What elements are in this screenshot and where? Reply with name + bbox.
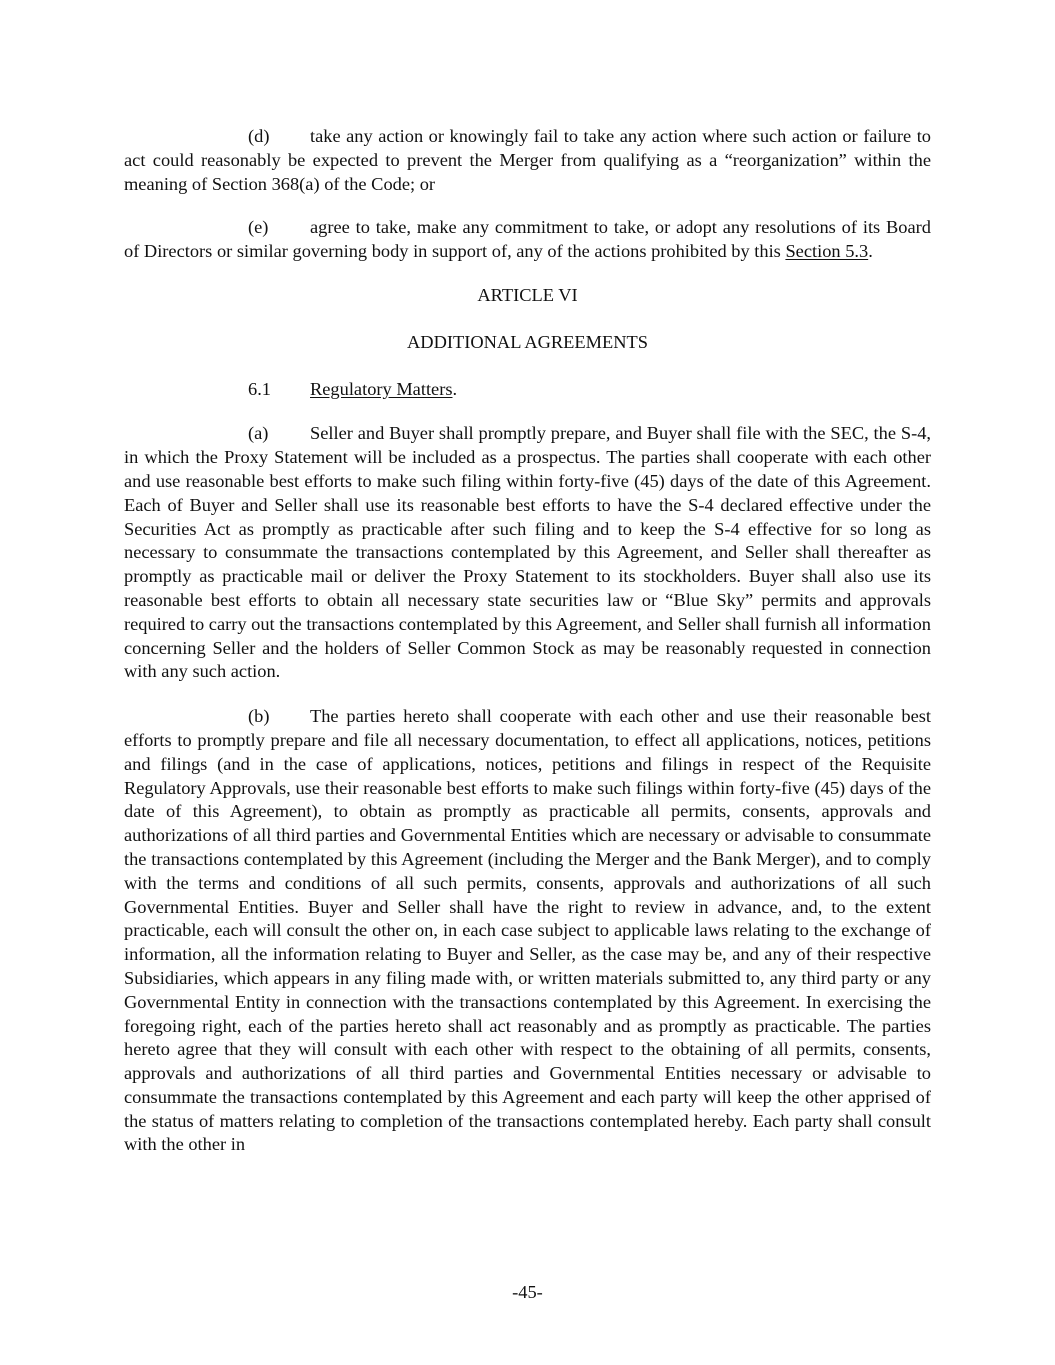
paragraph-e-label: (e) <box>248 217 269 238</box>
paragraph-a-label: (a) <box>248 423 269 444</box>
document-page <box>124 125 931 1157</box>
section-6-1-heading <box>124 378 931 402</box>
article-title: ADDITIONAL AGREEMENTS <box>407 331 648 352</box>
paragraph-b-label: (b) <box>248 706 270 727</box>
section-6-1-number: 6.1 <box>248 378 271 399</box>
section-6-1-end: . <box>452 378 458 399</box>
paragraph-d-label: (d) <box>248 126 270 146</box>
paragraph-d-text: take any action or knowingly fail to take any action where such action or failure to act could reasonably be expected to prevent the Merger from qualifying as a “reorganization” within the meaning of Section 368(a) of the Code; or <box>124 126 931 194</box>
paragraph-e-end: . <box>868 241 873 262</box>
paragraph-e-text: agree to take, make any commitment to take, or adopt any resolutions of its Board of Directors or similar governing body in support of, any of the actions prohibited by this <box>124 217 931 262</box>
page-number: -45- <box>512 1282 543 1302</box>
paragraph-e <box>124 216 931 264</box>
paragraph-b-text: The parties hereto shall cooperate with each other and use their reasonable best efforts to promptly prepare and file all necessary documentation, to effect all applications, notices, petitions and filings (and in the case of applications, notices, petitions and filings in respect of the Requisite Regulatory Approvals, use their reasonable best efforts to make such filings within forty-five (45) days of the date of this Agreement), to obtain as promptly as practicable all permits, consents, approvals and authorizations of all third parties and Governmental Entities which are necessary or advisable to consummate the transactions contemplated by this Agreement (including the Merger and the Bank Merger), and to comply with the terms and conditions of all such permits, consents, approvals and authorizations of all such Governmental Entities. Buyer and Seller shall have the right to review in advance, and, to the extent practicable, each will consult the other on, in each case subject to applicable laws relating to the exchange of information, all the information relating to Buyer and Seller, as the case may be, and any of their respective Subsidiaries, which appears in any filing made with, or written materials submitted to, any third party or any Governmental Entity in connection with the transactions contemplated by this Agreement. In exercising the foregoing right, each of the parties hereto shall act reasonably and as promptly as practicable. The parties hereto agree that they will consult with each other with respect to the obtaining of all permits, consents, approvals and authorizations of all third parties and Governmental Entities necessary or advisable to consummate the transactions contemplated by this Agreement and each party will keep the other apprised of the status of matters relating to completion of the transactions contemplated hereby. Each party shall consult with the other in <box>124 706 931 1155</box>
section-5-3-reference: Section 5.3 <box>785 241 869 262</box>
paragraph-b <box>124 705 931 1157</box>
paragraph-a <box>124 422 931 684</box>
section-6-1-title: Regulatory Matters <box>310 378 453 399</box>
article-number: ARTICLE VI <box>477 284 578 305</box>
paragraph-a-text: Seller and Buyer shall promptly prepare, and Buyer shall file with the SEC, the S-4, in which the Proxy Statement will be included as a prospectus. The parties shall cooperate with each other and use reasonable best efforts to make such filing within forty-five (45) days of the date of this Agreement. Each of Buyer and Seller shall use its reasonable best efforts to have the S-4 declared effective under the Securities Act as promptly as practicable after such filing and to keep the S-4 effective for so long as necessary to consummate the transactions contemplated by this Agreement, and Seller shall thereafter as promptly as practicable mail or deliver the Proxy Statement to its stockholders. Buyer shall also use its reasonable best efforts to obtain all necessary state securities law or “Blue Sky” permits and approvals required to carry out the transactions contemplated by this Agreement, and Seller shall furnish all information concerning Seller and the holders of Seller Common Stock as may be reasonably requested in connection with any such action. <box>124 423 931 682</box>
paragraph-d <box>124 125 931 196</box>
